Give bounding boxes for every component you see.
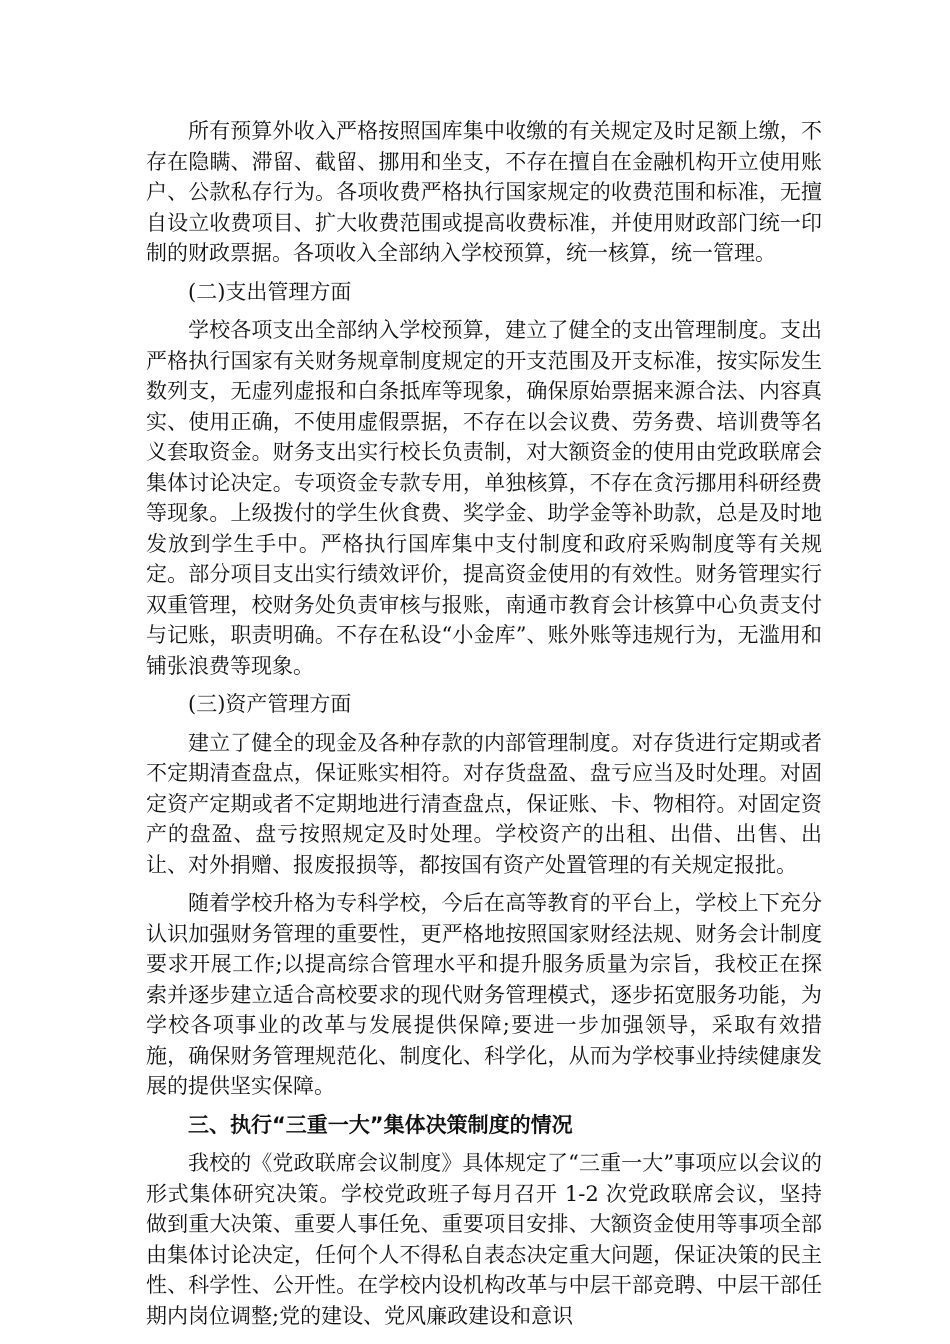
paragraph-expenditure-management: 学校各项支出全部纳入学校预算，建立了健全的支出管理制度。支出严格执行国家有关财务规章制度规定的开支范围及开支标准，按实际发生数列支，无虚列虚报和白条抵库等现象，确保原始票据来源合法、内容真实、使用正确，不使用虚假票据，不存在以会议费、劳务费、培训费等名义套取资金。财务支出实行校长负责制，对大额资金的使用由党政联席会集体讨论决定。专项资金专款专用，单独核算，不存在贪污挪用科研经费等现象。上级拨付的学生伙食费、奖学金、助学金等补助款，总是及时地发放到学生手中。严格执行国库集中支付制度和政府采购制度等有关规定。部分项目支出实行绩效评价，提高资金使用的有效性。财务管理实行双重管理，校财务处负责审核与报账，南通市教育会计核算中心负责支付与记账，职责明确。不存在私设“小金库”、账外账等违规行为，无滥用和铺张浪费等现象。 (146, 318, 822, 678)
paragraph-income-management: 所有预算外收入严格按照国库集中收缴的有关规定及时足额上缴，不存在隐瞒、滞留、截留、挪用和坐支，不存在擅自在金融机构开立使用账户、公款私存行为。各项收费严格执行国家规定的收费范围和标准，无擅自设立收费项目、扩大收费范围或提高收费标准，并使用财政部门统一印制的财政票据。各项收入全部纳入学校预算，统一核算，统一管理。 (146, 119, 822, 265)
document-page (146, 116, 822, 1339)
paragraph-future-outlook: 随着学校升格为专科学校，今后在高等教育的平台上，学校上下充分认识加强财务管理的重要性，更严格地按照国家财经法规、财务会计制度要求开展工作;以提高综合管理水平和提升服务质量为宗旨，我校正在探索并逐步建立适合高校要求的现代财务管理模式，逐步拓宽服务功能，为学校各项事业的改革与发展提供保障;要进一步加强领导，采取有效措施，确保财务管理规范化、制度化、科学化，从而为学校事业持续健康发展的提供坚实保障。 (146, 891, 822, 1098)
subheading-asset-management: (三)资产管理方面 (188, 692, 352, 716)
paragraph-collective-decision: 我校的《党政联席会议制度》具体规定了“三重一大”事项应以会议的形式集体研究决策。学校党政班子每月召开 1-2 次党政联席会议，坚持做到重大决策、重要人事任免、重要项目安排、大额资金使用等事项全部由集体讨论决定，任何个人不得私自表态决定重大问题，保证决策的民主性、科学性、公开性。在学校内设机构改革与中层干部竞聘、中层干部任期内岗位调整;党的建设、党风廉政建设和意识 (146, 1151, 822, 1328)
paragraph-asset-management: 建立了健全的现金及各种存款的内部管理制度。对存货进行定期或者不定期清查盘点，保证账实相符。对存货盘盈、盘亏应当及时处理。对固定资产定期或者不定期地进行清查盘点，保证账、卡、物相符。对固定资产的盘盈、盘亏按照规定及时处理。学校资产的出租、出借、出售、出让、对外捐赠、报废报损等，都按国有资产处置管理的有关规定报批。 (146, 730, 822, 877)
section-heading-collective-decision: 三、执行“三重一大”集体决策制度的情况 (188, 1112, 573, 1137)
subheading-expenditure-management: (二)支出管理方面 (188, 279, 352, 304)
